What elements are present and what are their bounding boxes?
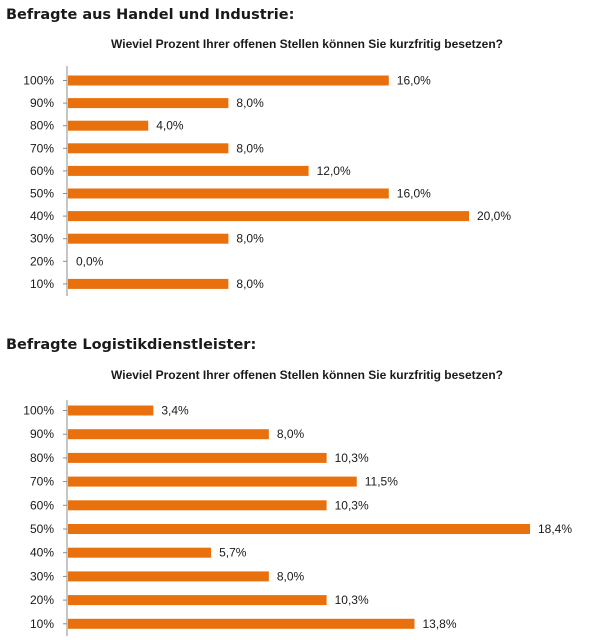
bar-chart-logistics [0, 360, 600, 640]
y-tick-label: 60% [29, 498, 54, 513]
y-tick-label: 60% [29, 163, 54, 178]
bar [68, 211, 469, 221]
bar-value-label: 12,0% [316, 163, 351, 178]
y-tick-label: 40% [29, 209, 54, 224]
bar [68, 429, 269, 439]
bar [68, 98, 228, 108]
y-tick-label: 70% [29, 141, 54, 156]
section-title-trade-industry: Befragte aus Handel und Industrie: [6, 7, 295, 23]
y-tick-label: 10% [29, 276, 54, 291]
bar [68, 524, 530, 534]
bar-value-label: 8,0% [276, 569, 305, 584]
bar-value-label: 5,7% [219, 545, 247, 560]
bar [68, 406, 153, 416]
y-tick-label: 20% [29, 593, 54, 608]
bar-value-label: 10,3% [334, 593, 369, 608]
bar [68, 453, 327, 463]
y-tick-label: 70% [29, 474, 54, 489]
bar-value-label: 10,3% [334, 498, 369, 513]
bar [68, 477, 357, 487]
chart-question-title: Wieviel Prozent Ihrer offenen Stellen können Sie kurzfritig besetzen? [111, 368, 503, 382]
bar-chart-trade-industry [0, 28, 600, 300]
y-tick-label: 50% [29, 186, 54, 201]
y-tick-label: 10% [29, 616, 54, 631]
y-tick-label: 100% [23, 73, 54, 88]
chart-question-title: Wieviel Prozent Ihrer offenen Stellen können Sie kurzfritig besetzen? [111, 37, 503, 51]
bar [68, 121, 148, 131]
y-tick-label: 90% [29, 96, 54, 111]
bar [68, 619, 415, 629]
bar-value-label: 18,4% [538, 522, 573, 536]
bar [68, 571, 269, 581]
bar-value-label: 11,5% [364, 474, 398, 489]
bar [68, 500, 327, 510]
bar-value-label: 10,3% [334, 450, 369, 465]
y-tick-label: 50% [29, 522, 54, 536]
bar [68, 189, 389, 199]
bar [68, 166, 309, 176]
section-title-logistics: Befragte Logistikdienstleister: [6, 337, 257, 353]
bar-value-label: 4,0% [156, 118, 184, 133]
bar [68, 595, 327, 605]
bar-value-label: 8,0% [236, 276, 264, 291]
y-tick-label: 90% [29, 427, 54, 442]
y-tick-label: 80% [29, 450, 54, 465]
bar-value-label: 0,0% [76, 254, 104, 269]
bar [68, 76, 389, 86]
y-tick-label: 30% [29, 231, 54, 246]
bar-value-label: 8,0% [236, 231, 264, 246]
bar-value-label: 16,0% [396, 73, 431, 88]
bar-value-label: 16,0% [396, 186, 431, 201]
bar-value-label: 20,0% [477, 209, 512, 224]
bar [68, 279, 228, 289]
bar-value-label: 8,0% [276, 427, 305, 442]
y-tick-label: 40% [29, 545, 54, 560]
bar-value-label: 8,0% [236, 141, 264, 156]
bar-value-label: 13,8% [422, 616, 457, 631]
y-tick-label: 100% [23, 403, 54, 418]
bar [68, 548, 211, 558]
y-tick-label: 20% [29, 254, 54, 269]
y-tick-label: 30% [29, 569, 54, 584]
bar-value-label: 8,0% [236, 96, 264, 111]
y-tick-label: 80% [29, 118, 54, 133]
bar-value-label: 3,4% [161, 403, 189, 418]
bar [68, 143, 228, 153]
bar [68, 234, 228, 244]
